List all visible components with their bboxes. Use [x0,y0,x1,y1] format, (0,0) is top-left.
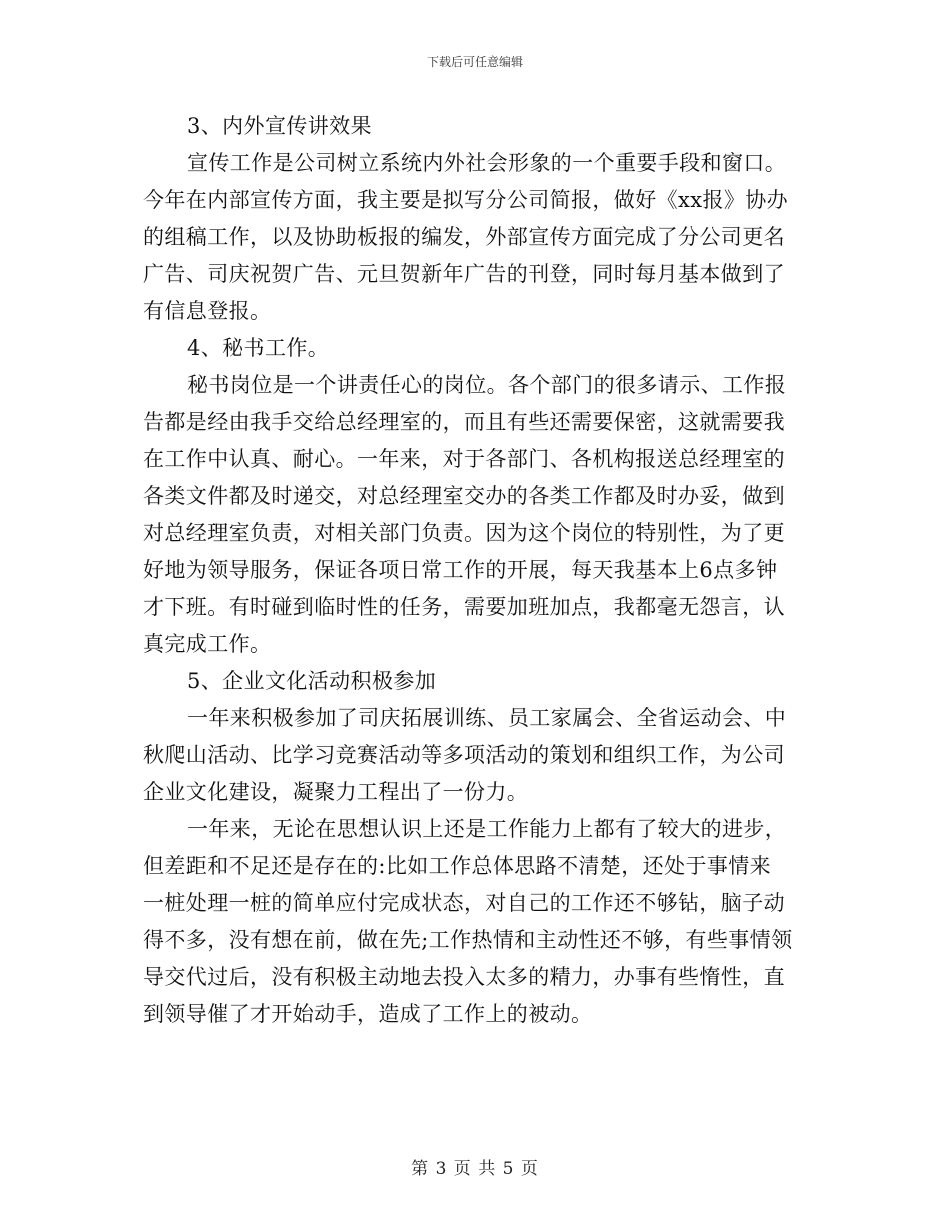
paragraph-line: 秘书岗位是一个讲责任心的岗位。各个部门的很多请示、工作报 [187,373,787,397]
paragraph-line: 告都是经由我手交给总经理室的，而且有些还需要保密，这就需要我 [143,410,785,434]
paragraph-line: 广告、司庆祝贺广告、元旦贺新年广告的刊登，同时每月基本做到了 [143,262,785,286]
paragraph-line: 今年在内部宣传方面，我主要是拟写分公司简报，做好《xx报》协办 [143,188,789,212]
paragraph-line: 得不多，没有想在前，做在先;工作热情和主动性还不够，有些事情领 [143,928,793,952]
section-heading-4: 4、秘书工作。 [187,336,330,360]
paragraph-line: 秋爬山活动、比学习竞赛活动等多项活动的策划和组织工作，为公司 [143,743,785,767]
page-header: 下载后可任意编辑 [426,55,523,69]
paragraph-line: 才下班。有时碰到临时性的任务，需要加班加点，我都毫无怨言，认 [143,595,785,619]
section-heading-3: 3、内外宣传讲效果 [187,114,372,138]
section-heading-5: 5、企业文化活动积极参加 [187,669,437,693]
paragraph-line: 对总经理室负责，对相关部门负责。因为这个岗位的特别性，为了更 [143,521,785,545]
paragraph-line: 的组稿工作，以及协助板报的编发，外部宣传方面完成了分公司更名 [143,225,785,249]
document-body [143,108,808,1033]
paragraph-line: 一桩处理一桩的简单应付完成状态，对自己的工作还不够钻，脑子动 [143,891,785,915]
page-number-footer: 第 3 页 共 5 页 [411,1159,539,1179]
paragraph-line: 有信息登报。 [143,299,272,323]
paragraph-line: 各类文件都及时递交，对总经理室交办的各类工作都及时办妥，做到 [143,484,785,508]
paragraph-line: 但差距和不足还是存在的:比如工作总体思路不清楚，还处于事情来 [143,854,772,878]
paragraph-line: 一年来，无论在思想认识上还是工作能力上都有了较大的进步， [187,817,787,841]
paragraph-line: 导交代过后，没有积极主动地去投入太多的精力，办事有些惰性，直 [143,965,785,989]
paragraph-line: 好地为领导服务，保证各项日常工作的开展，每天我基本上6点多钟 [143,558,778,582]
paragraph-line: 在工作中认真、耐心。一年来，对于各部门、各机构报送总经理室的 [143,447,785,471]
paragraph-line: 到领导催了才开始动手，造成了工作上的被动。 [143,1002,593,1026]
paragraph-line: 一年来积极参加了司庆拓展训练、员工家属会、全省运动会、中 [187,706,787,730]
paragraph-line: 真完成工作。 [143,632,272,656]
paragraph-line: 宣传工作是公司树立系统内外社会形象的一个重要手段和窗口。 [187,151,787,175]
paragraph-line: 企业文化建设，凝聚力工程出了一份力。 [143,780,529,804]
